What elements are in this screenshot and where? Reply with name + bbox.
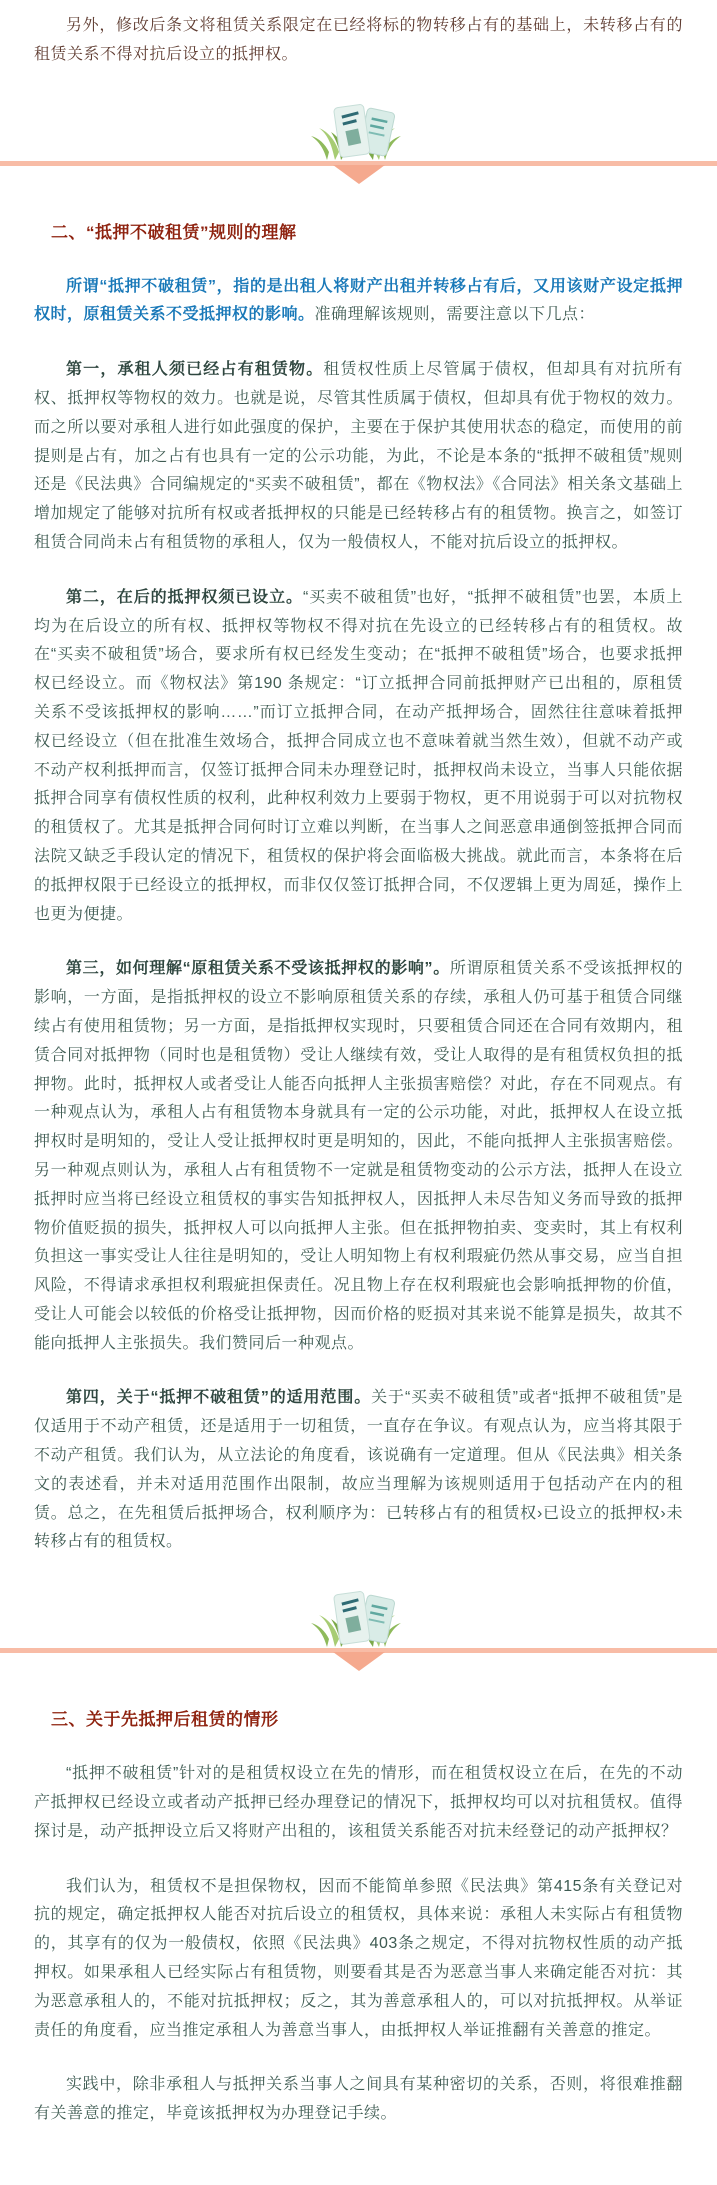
point-4-lead: 第四，关于“抵押不破租赁”的适用范围。 — [66, 1389, 372, 1407]
definition-bold-text: 所谓“抵押不破租赁”，指的是出租人将财产出租并转移占有后，又用该财产设定抵押权时，原租赁关系不受抵押权的影响。 — [34, 277, 683, 324]
section-divider — [34, 96, 683, 192]
point-4-paragraph — [34, 1384, 683, 1557]
section-3-paragraph-2: 我们认为，租赁权不是担保物权，因而不能简单参照《民法典》第415条有关登记对抗的规定，确定抵押权人能否对抗后设立的租赁权，具体来说：承租人未实际占有租赁物的，其享有的仅为一般债权，依照《民法典》403条之规定，不得对抗物权性质的动产抵押权。如果承租人已经实际占有租赁物，则要看其是否为恶意当事人来确定能否对抗：其为恶意承租人的，不能对抗抵押权；反之，其为善意承租人的，可以对抗抵押权。从举证责任的角度看，应当推定承租人为善意当事人，由抵押权人举证推翻有关善意的推定。 — [34, 1877, 683, 2039]
paper-scroll-grass-icon — [289, 1589, 429, 1651]
point-1-paragraph — [34, 356, 683, 558]
section-divider — [34, 1583, 683, 1679]
paper-scroll-grass-icon — [289, 102, 429, 164]
section-3-paragraph-1: “抵押不破租赁”针对的是租赁权设立在先的情形，而在租赁权设立在后，在先的不动产抵押权已经设立或者动产抵押已经办理登记的情况下，抵押权均可以对抗租赁权。值得探讨是，动产抵押设立后又将财产出租的，该租赁关系能否对抗未经登记的动产抵押权？ — [34, 1765, 683, 1840]
point-4-body: 关于“买卖不破租赁”或者“抵押不破租赁”是仅适用于不动产租赁，还是适用于一切租赁，一直存在争议。有观点认为，应当将其限于不动产租赁。我们认为，从立法论的角度看，该说确有一定道理。但从《民法典》相关条文的表述看，并未对适用范围作出限制，故应当理解为该规则适用于包括动产在内的租赁。总之，在先租赁后抵押场合，权利顺序为：已转移占有的租赁权›已设立的抵押权›未转移占有的租赁权。 — [34, 1389, 683, 1551]
divider-arrow-down-icon — [333, 1652, 385, 1671]
section-3-paragraph-3: 实践中，除非承租人与抵押关系当事人之间具有某种密切的关系，否则，将很难推翻有关善意的推定，毕竟该抵押权为办理登记手续。 — [34, 2076, 683, 2123]
point-2-body: “买卖不破租赁”也好，“抵押不破租赁”也罢，本质上均为在后设立的所有权、抵押权等物权不得对抗在先设立的已经转移占有的租赁权。故在“买卖不破租赁”场合，要求所有权已经发生变动；在“抵押不破租赁”场合，也要求抵押权已经设立。而《物权法》第190 条规定：“订立抵押合同前抵押财产已出租的，原租赁关系不受该抵押权的影响……”而订立抵押合同，在动产抵押场合，固然往往意味着抵押权已经设立（但在批准生效场合，抵押合同成立也不意味着就当然生效），但就不动产或不动产权利抵押而言，仅签订抵押合同未办理登记时，抵押权尚未设立，当事人只能依据抵押合同享有债权性质的权利，此种权利效力上要弱于物权，更不用说弱于可以对抗物权的租赁权了。尤其是抵押合同何时订立难以判断，在当事人之间恶意串通倒签抵押合同而法院又缺乏手段认定的情况下，租赁权的保护将会面临极大挑战。就此而言，本条将在后的抵押权限于已经设立的抵押权，而非仅仅签订抵押合同，不仅逻辑上更为周延，操作上也更为便捷。 — [34, 588, 683, 923]
point-2-lead: 第二，在后的抵押权须已设立。 — [66, 588, 303, 606]
definition-paragraph — [34, 273, 683, 331]
point-2-paragraph — [34, 584, 683, 930]
point-3-lead: 第三，如何理解“原租赁关系不受该抵押权的影响”。 — [66, 960, 450, 978]
divider-arrow-down-icon — [333, 165, 385, 184]
point-3-paragraph — [34, 955, 683, 1358]
opening-paragraph: 另外，修改后条文将租赁关系限定在已经将标的物转移占有的基础上，未转移占有的租赁关系不得对抗后设立的抵押权。 — [34, 17, 683, 63]
section-2-heading: 二、“抵押不破租赁”规则的理解 — [51, 222, 297, 242]
definition-tail-text: 准确理解该规则，需要注意以下几点： — [314, 306, 596, 324]
point-3-body: 所谓原租赁关系不受该抵押权的影响，一方面，是指抵押权的设立不影响原租赁关系的存续，承租人仍可基于租赁合同继续占有使用租赁物；另一方面，是指抵押权实现时，只要租赁合同还在合同有效期内，租赁合同对抵押物（同时也是租赁物）受让人继续有效，受让人取得的是有租赁权负担的抵押物。此时，抵押权人或者受让人能否向抵押人主张损害赔偿？对此，存在不同观点。有一种观点认为，承租人占有租赁物本身就具有一定的公示功能，对此，抵押权人在设立抵押权时是明知的，受让人受让抵押权时更是明知的，因此，不能向抵押人主张损害赔偿。另一种观点则认为，承租人占有租赁物不一定就是租赁物变动的公示方法，抵押人在设立抵押时应当将已经设立租赁权的事实告知抵押权人，因抵押人未尽告知义务而导致的抵押物价值贬损的损失，抵押权人可以向抵押人主张。但在抵押物拍卖、变卖时，其上有权利负担这一事实受让人往往是明知的，受让人明知物上有权利瑕疵仍然从事交易，应当自担风险，不得请求承担权利瑕疵担保责任。况且物上存在权利瑕疵也会影响抵押物的价值，受让人可能会以较低的价格受让抵押物，因而价格的贬损对其来说不能算是损失，故其不能向抵押人主张损失。我们赞同后一种观点。 — [34, 960, 683, 1352]
point-1-lead: 第一，承租人须已经占有租赁物。 — [66, 361, 324, 379]
section-3-heading: 三、关于先抵押后租赁的情形 — [51, 1710, 279, 1730]
point-1-body: 租赁权性质上尽管属于债权，但却具有对抗所有权、抵押权等物权的效力。也就是说，尽管其性质属于债权，但却具有优于物权的效力。而之所以要对承租人进行如此强度的保护，主要在于保护其使用状态的稳定，而使用的前提则是占有，加之占有也具有一定的公示功能，为此，不论是本条的“抵押不破租赁”规则还是《民法典》合同编规定的“买卖不破租赁”，都在《物权法》《合同法》相关条文基础上增加规定了能够对抗所有权或者抵押权的只能是已经转移占有的租赁物。换言之，如签订租赁合同尚未占有租赁物的承租人，仅为一般债权人，不能对抗后设立的抵押权。 — [34, 361, 683, 551]
